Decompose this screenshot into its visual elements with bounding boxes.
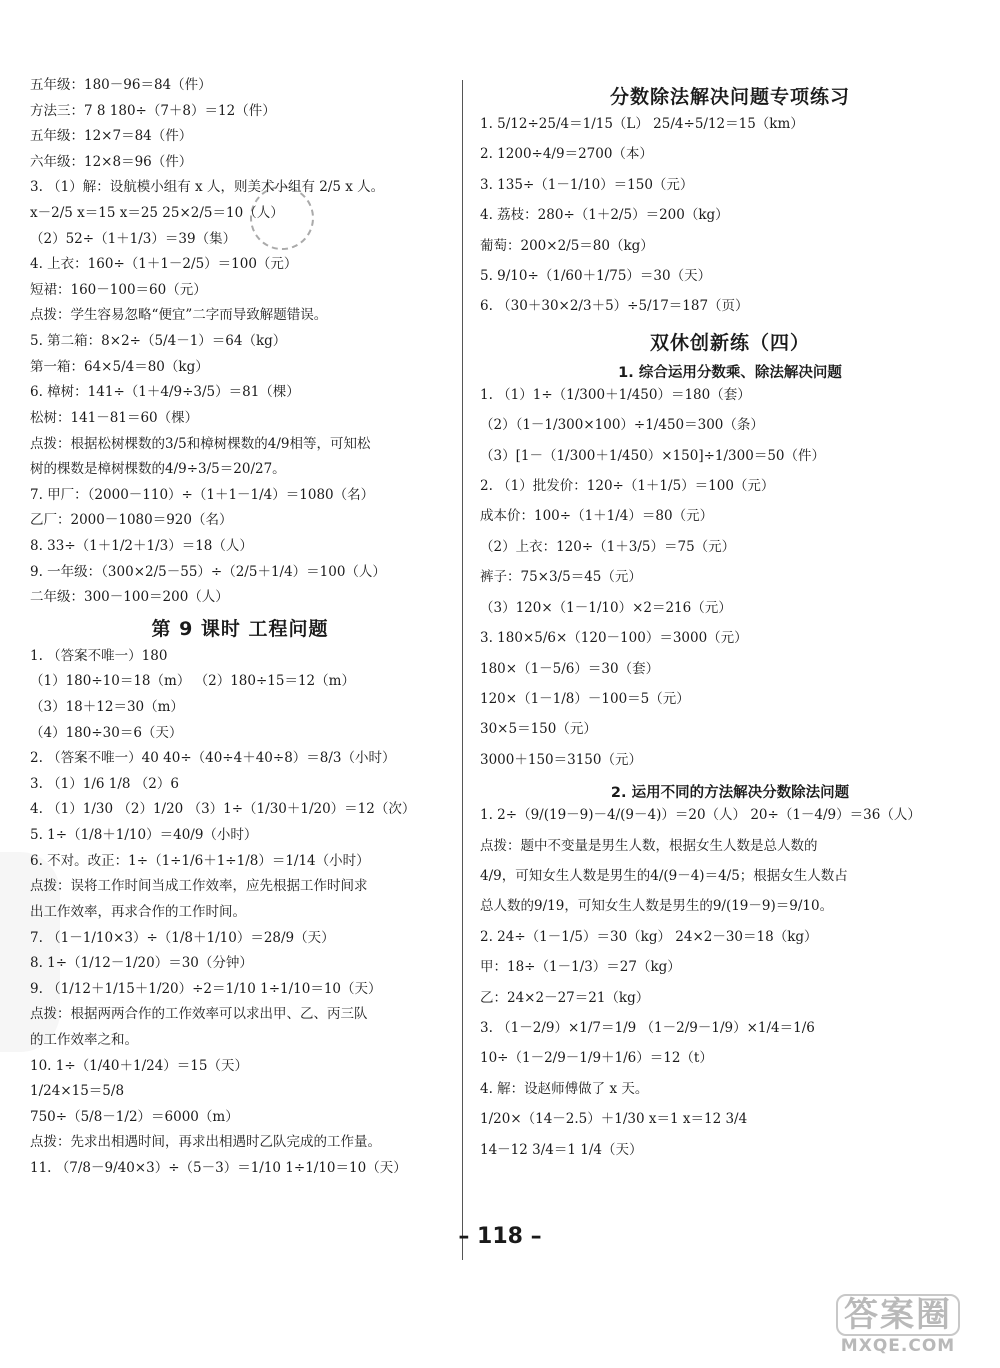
answer-line: 总人数的9/19，可知女生人数是男生的9/(19－9)＝9/10。	[480, 898, 834, 915]
answer-line: 葡萄：200×2/5＝80（kg）	[480, 237, 654, 254]
answer-line: 750÷（5/8－1/2）＝6000（m）	[30, 1108, 239, 1125]
answer-line: 成本价：100÷（1＋1/4）＝80（元）	[480, 508, 714, 525]
answer-line: （3）[1－（1/300＋1/450）×150]÷1/300＝50（件）	[480, 447, 825, 464]
answer-line: 2. （1）批发价：120÷（1＋1/5）＝100（元）	[480, 478, 775, 495]
answer-line: 出工作效率，再求合作的工作时间。	[30, 903, 246, 920]
answer-line: 方法三：7 8 180÷（7＋8）＝12（件）	[30, 102, 276, 119]
answer-line: 7. （1－1/10×3）÷（1/8＋1/10）＝28/9（天）	[30, 929, 335, 946]
answer-line: 点拨：学生容易忽略“便宜”二字而导致解题错误。	[30, 307, 328, 324]
answer-line: 6. 不对。改正：1÷（1÷1/6＋1÷1/8）＝1/14（小时）	[30, 852, 370, 869]
answer-line: 五年级：180－96＝84（件）	[30, 77, 212, 93]
answer-line: 1. （1）1÷（1/300＋1/450）＝180（套）	[480, 386, 751, 403]
watermark	[808, 1294, 988, 1360]
answer-line: 30×5＝150（元）	[480, 721, 597, 738]
answer-line: 点拨：根据两两合作的工作效率可以求出甲、乙、丙三队	[30, 1006, 368, 1023]
answer-line: 3000＋150＝3150（元）	[480, 751, 642, 768]
subsection-title: 1. 综合运用分数乘、除法解决问题	[618, 364, 842, 381]
answer-line: 2. 1200÷4/9＝2700（本）	[480, 146, 653, 163]
answer-line: 4. 荔枝：280÷（1＋2/5）＝200（kg）	[480, 207, 729, 224]
answer-line: 1/24×15＝5/8	[30, 1083, 125, 1100]
answer-line: （2）52÷（1＋1/3）＝39（集）	[30, 230, 237, 247]
answer-line: 松树：141－81＝60（棵）	[30, 409, 199, 426]
answer-line: 8. 33÷（1＋1/2＋1/3）＝18（人）	[30, 537, 253, 554]
answer-line: （2）上衣：120÷（1＋3/5）＝75（元）	[480, 538, 736, 555]
answer-line: 9. 一年级：（300×2/5－55）÷（2/5＋1/4）＝100（人）	[30, 563, 386, 580]
answer-line: （2）（1－1/300×100）÷1/450＝300（条）	[480, 417, 764, 434]
answer-line: 甲：18÷（1－1/3）＝27（kg）	[480, 959, 681, 976]
answer-line: 2. 24÷（1－1/5）＝30（kg） 24×2－30＝18（kg）	[480, 928, 818, 945]
answer-line: 点拨：题中不变量是男生人数，根据女生人数是总人数的	[480, 837, 818, 854]
answer-line: 14－12 3/4＝1 1/4（天）	[480, 1141, 643, 1158]
answer-line: 6. 樟树：141÷（1＋4/9÷3/5）＝81（棵）	[30, 384, 300, 401]
section-title: 双休创新练（四）	[649, 331, 810, 354]
answer-line: （3）18＋12＝30（m）	[30, 699, 184, 716]
answer-line: 的工作效率之和。	[30, 1031, 138, 1048]
answer-line: （4）180÷30＝6（天）	[30, 724, 183, 741]
answer-line: 10. 1÷（1/40＋1/24）＝15（天）	[30, 1057, 248, 1074]
answer-line: 4. 解：设赵师傅做了 x 天。	[480, 1080, 649, 1097]
column-divider	[462, 80, 463, 1260]
answer-line: 乙：24×2－27＝21（kg）	[480, 989, 650, 1006]
answer-line: 5. 第二箱：8×2÷（5/4－1）＝64（kg）	[30, 333, 287, 350]
answer-line: 4. 上衣：160÷（1＋1－2/5）＝100（元）	[30, 256, 298, 273]
answer-line: 1. （答案不唯一）180	[30, 647, 168, 664]
section-title: 分数除法解决问题专项练习	[609, 86, 850, 108]
answer-line: 7. 甲厂：（2000－110）÷（1＋1－1/4）＝1080（名）	[30, 486, 375, 503]
answer-line: 4. （1）1/30 （2）1/20 （3）1÷（1/30＋1/20）＝12（次）	[30, 801, 416, 818]
answer-line: 8. 1÷（1/12－1/20）＝30（分钟）	[30, 955, 253, 972]
answer-line: 11. （7/8－9/40×3）÷（5－3）＝1/10 1÷1/10＝10（天）	[30, 1159, 407, 1176]
answer-line: 二年级：300－100＝200（人）	[30, 589, 229, 606]
answer-line: 第一箱：64×5/4＝80（kg）	[30, 358, 209, 375]
answer-line: 5. 9/10÷（1/60＋1/75）＝30（天）	[480, 268, 712, 285]
answer-line: 树的棵数是樟树棵数的4/9÷3/5＝20/27。	[30, 461, 286, 478]
answer-line: （1）180÷10＝18（m） （2）180÷15＝12（m）	[30, 673, 355, 690]
answer-line: 点拨：误将工作时间当成工作效率，应先根据工作时间求	[30, 878, 368, 895]
answer-line: 9. （1/12＋1/15＋1/20）÷2＝1/10 1÷1/10＝10（天）	[30, 980, 382, 997]
answer-line: 6. （30＋30×2/3＋5）÷5/17＝187（页）	[480, 298, 749, 315]
watermark-main: 答案圈	[836, 1294, 960, 1336]
section-title: 第 9 课时 工程问题	[151, 617, 329, 640]
right-column	[480, 76, 980, 1171]
page-number: – 118 –	[458, 1224, 542, 1249]
answer-line: 点拨：先求出相遇时间，再求出相遇时乙队完成的工作量。	[30, 1134, 381, 1151]
answer-line: 裤子：75×3/5＝45（元）	[480, 569, 642, 586]
watermark-sub: MXQE.COM	[840, 1336, 956, 1356]
answer-line: 1. 2÷（9/(19－9)－4/(9－4)）＝20（人） 20÷（1－4/9）＝36（人）	[480, 807, 921, 824]
answer-line: 120×（1－1/8）－100＝5（元）	[480, 690, 690, 707]
answer-line: 3. 180×5/6×（120－100）＝3000（元）	[480, 630, 748, 647]
answer-line: 1. 5/12÷25/4＝1/15（L） 25/4÷5/12＝15（km）	[480, 116, 804, 132]
answer-line: 六年级：12×8＝96（件）	[30, 153, 193, 170]
answer-line: x－2/5 x＝15 x＝25 25×2/5＝10（人）	[30, 205, 284, 222]
answer-line: 2. （答案不唯一）40 40÷（40÷4＋40÷8）＝8/3（小时）	[30, 750, 396, 767]
subsection-title: 2. 运用不同的方法解决分数除法问题	[610, 785, 850, 802]
answer-line: 10÷（1－2/9－1/9＋1/6）＝12（t）	[480, 1050, 713, 1067]
answer-line: 点拨：根据松树棵数的3/5和樟树棵数的4/9相等，可知松	[30, 435, 371, 452]
left-column	[30, 76, 450, 1185]
answer-line: 3. 135÷（1－1/10）＝150（元）	[480, 176, 694, 193]
answer-line: 短裙：160－100＝60（元）	[30, 281, 207, 298]
answer-line: 180×（1－5/6）＝30（套）	[480, 660, 660, 677]
answer-line: 乙厂：2000－1080＝920（名）	[30, 512, 233, 529]
answer-line: 4/9，可知女生人数是男生的4/(9－4)＝4/5；根据女生人数占	[480, 867, 848, 884]
answer-line: （3）120×（1－1/10）×2＝216（元）	[480, 599, 732, 616]
answer-line: 五年级：12×7＝84（件）	[30, 128, 193, 145]
answer-line: 3. （1－2/9）×1/7＝1/9 （1－2/9－1/9）×1/4＝1/6	[480, 1019, 815, 1036]
answer-line: 3. （1）解：设航模小组有 x 人，则美术小组有 2/5 x 人。	[30, 179, 385, 196]
answer-line: 1/20×（14－2.5）＋1/30 x＝1 x＝12 3/4	[480, 1111, 748, 1128]
answer-line: 3. （1）1/6 1/8 （2）6	[30, 775, 179, 792]
answer-line: 5. 1÷（1/8＋1/10）＝40/9（小时）	[30, 827, 258, 844]
